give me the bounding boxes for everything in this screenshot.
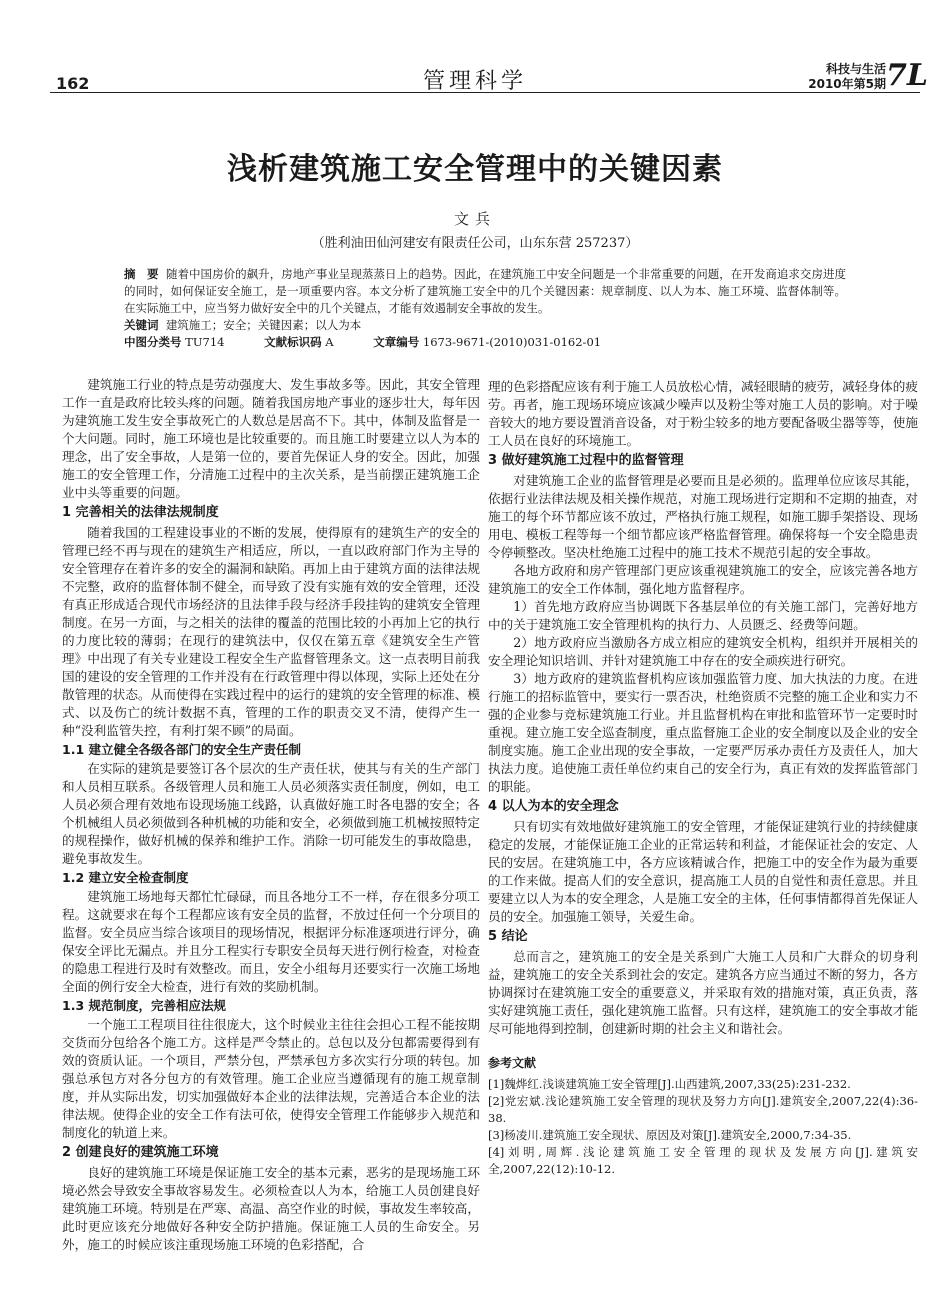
section-2-continued-paragraph: 理的色彩搭配应该有利于施工人员放松心情，减轻眼睛的疲劳，减轻身体的疲劳。再者，施工现场环境应该减少噪声以及粉尘等对施工人员的影响。对于噪音较大的地方要设置消音设备，对于粉尘较多的地方要配备吸尘器等等，使施工人员在良好的环境施工。 <box>488 379 918 448</box>
section-1-heading: 1 完善相关的法律法规制度 <box>62 505 219 520</box>
journal-logo-text: 7L <box>886 58 928 93</box>
section-5-paragraph: 总而言之，建筑施工的安全是关系到广大施工人员和广大群众的切身利益，建筑施工的安全关系到社会的安定。建筑各方应当通过不断的努力，各方协调探讨在建筑施工安全的重要意义，并采取有效的措施对策，真正负责，落实好建筑施工责任，强化建筑施工监督。只有这样，建筑施工的安全事故才能尽可能地得到控制，创建新时期的社会主义和谐社会。 <box>488 949 918 1036</box>
clc-value: TU714 <box>185 335 225 349</box>
header-rule <box>50 92 920 93</box>
section-3-heading: 3 做好建筑施工过程中的监督管理 <box>488 453 684 468</box>
journal-section-title: 管理科学 <box>422 69 527 94</box>
section-3-paragraph-1: 对建筑施工企业的监督管理是必要而且是必须的。监理单位应该尽其能，依据行业法律法规及相关操作规范，对施工现场进行定期和不定期的抽查，对施工的每个环节都应该不放过，严格执行施工规程，如施工脚手架搭设、现场用电、模板工程等每一个细节都应该严格监督管理。确保将每一个安全隐患责令停顿整改。坚决杜绝施工过程中的施工技术不规范引起的安全事故。 <box>488 473 918 560</box>
section-3-item-2: 2）地方政府应当激励各方成立相应的建筑安全机构，组织并开展相关的安全理论知识培训、并针对建筑施工中存在的安全顽疾进行研究。 <box>488 635 918 668</box>
article-no-value: 1673-9671-(2010)031-0162-01 <box>422 335 602 349</box>
section-1-2-heading: 1.2 建立安全检查制度 <box>62 870 189 885</box>
keywords-text: 建筑施工；安全；关键因素；以人为本 <box>165 318 362 332</box>
reference-item: [3]杨凌川.建筑施工安全现状、原因及对策[J].建筑安全,2000,7:34-35. <box>488 1128 852 1142</box>
reference-item: [1]魏烨红.浅谈建筑施工安全管理[J].山西建筑,2007,33(25):231-232. <box>488 1077 851 1091</box>
reference-item: [4]刘明,周辉.浅论建筑施工安全管理的现状及发展方向[J].建筑安全,2007,22(12):10-12. <box>488 1145 918 1176</box>
section-1-1-paragraph: 在实际的建筑是要签订各个层次的生产责任状，使其与有关的生产部门和人员相互联系。各级管理人员和施工人员必须落实责任制度，例如，电工人员必须合理有效地布设现场施工线路，认真做好施工时各电器的安全；各个机械组人员必须做到各种机械的功能和安全，必须做到施工机械按照特定的规程操作，做好机械的保养和维护工作。消除一切可能发生的事故隐患，避免事故发生。 <box>62 761 480 866</box>
left-column <box>62 376 480 1254</box>
affiliation: （胜利油田仙河建安有限责任公司，山东东营 257237） <box>311 236 639 251</box>
section-5-heading: 5 结论 <box>488 929 528 944</box>
page-number: 162 <box>56 74 90 93</box>
journal-issue: 2010年第5期 <box>808 77 886 91</box>
keywords-line <box>124 317 846 334</box>
journal-info <box>808 62 886 92</box>
right-column <box>488 378 918 1178</box>
section-3-paragraph-2: 各地方政府和房产管理部门更应该重视建筑施工的安全，应该完善各地方建筑施工的安全工作体制，强化地方监督程序。 <box>488 563 918 596</box>
section-1-paragraph: 随着我国的工程建设事业的不断的发展，使得原有的建筑生产的安全的管理已经不再与现在的建筑生产相适应，所以，一直以政府部门作为主导的安全管理存在着许多的安全的漏洞和缺陷。再加上由于建筑方面的法律法规不完整，政府的监督体制不健全，而导致了没有实施有效的安全管理，还没有真正形成适合现代市场经济的且法律手段与经济手段挂钩的建筑安全管理制度。在另一方面，与之相关的法律的覆盖的范围比较的小再加上它的执行的力度比较的薄弱；在现行的建筑法中，仅仅在第五章《建筑安全生产管理》中出现了有关专业建设工程安全生产监督管理条文。这一点表明目前我国的建设的安全管理的工作并没有在行政管理中得以体现，实际上还处在分散管理的状态。从而使得在实践过程中的运行的建筑的安全管理的标准、模式、以及伤亡的统计数据不真，管理的工作的职责交叉不清，使得产生一种“没利监管失控，有利打架不顾”的局面。 <box>62 525 480 738</box>
journal-name: 科技与生活 <box>825 62 886 76</box>
journal-logo <box>886 58 928 93</box>
doc-code-value: A <box>325 335 334 349</box>
intro-paragraph: 建筑施工行业的特点是劳动强度大、发生事故多等。因此，其安全管理工作一直是政府比较头疼的问题。随着我国房地产事业的逐步壮大，每年因为建筑施工发生安全事故死亡的人数总是居高不下。其中，体制及监督是一个大问题。同时，施工环境也是比较重要的。而且施工时要建立以人为本的理念，出了安全事故，人是第一位的，要首先保证人身的安全。因此，加强施工的安全管理工作，分清施工过程中的主次关系，是当前摆正建筑施工企业中头等重要的问题。 <box>62 377 480 500</box>
section-1-1-heading: 1.1 建立健全各级各部门的安全生产责任制 <box>62 742 301 757</box>
article-title: 浅析建筑施工安全管理中的关键因素 <box>227 152 723 187</box>
section-2-paragraph: 良好的建筑施工环境是保证施工安全的基本元素，恶劣的是现场施工环境必然会导致安全事故容易发生。必须检查以人为本，给施工人员创建良好建筑施工环境。特别是在严寒、高温、高空作业的时候，事故发生率较高，此时更应该充分地做好各种安全防护措施。保证施工人员的生命安全。另外，施工的时候应该注重现场施工环境的色彩搭配，合 <box>62 1165 480 1252</box>
abstract-paragraph <box>124 266 846 317</box>
author: 文兵 <box>453 210 496 228</box>
meta-line <box>124 334 846 351</box>
section-4-paragraph: 只有切实有效地做好建筑施工的安全管理，才能保证建筑行业的持续健康稳定的发展，才能保证施工企业的正常运转和利益，才能保证社会的安定、人民的安居。在建筑施工中，各方应该精诚合作，把施工中的安全作为最为重要的工作来做。提高人们的安全意识，提高施工人员的自觉性和责任意思。并且要建立以人为本的安全理念，人是施工安全的主体，任何事情都得首先保证人员的安全。加强施工领导，关爱生命。 <box>488 819 918 924</box>
section-3-item-3: 3）地方政府的建筑监督机构应该加强监管力度、加大执法的力度。在进行施工的招标监管中，要实行一票否决，杜绝资质不完整的施工企业和实力不强的企业参与竞标建筑施工行业。并且监督机构在审批和监管环节一定要时时重视。建立施工安全巡查制度，重点监督施工企业的安全制度以及企业的安全制度实施。施工企业出现的安全事故，一定要严厉承办责任方及责任人，加大执法力度。追使施工责任单位约束自己的安全行为，真正有效的发挥监管部门的职能。 <box>488 671 918 794</box>
clc-label: 中图分类号 <box>124 335 182 349</box>
abstract-text: 随着中国房价的飙升，房地产事业呈现蒸蒸日上的趋势。因此，在建筑施工中安全问题是一个非常重要的问题，在开发商追求交房进度的同时，如何保证安全施工，是一项重要内容。本文分析了建筑施工安全中的几个关键因素：规章制度、以人为本、施工环境、监督体制等。在实际施工中，应当努力做好安全中的几个关键点，才能有效遏制安全事故的发生。 <box>124 267 847 315</box>
section-1-3-heading: 1.3 规范制度，完善相应法规 <box>62 998 226 1013</box>
section-2-heading: 2 创建良好的建筑施工环境 <box>62 1145 219 1160</box>
doc-code-label: 文献标识码 <box>264 335 322 349</box>
section-1-2-paragraph: 建筑施工场地每天都忙忙碌碌，而且各地分工不一样，存在很多分项工程。这就要求在每个工程都应该有安全员的监督，不放过任何一个分项目的监督。安全员应当综合该项目的现场情况，根据评分标准逐项进行评分，确保安全评比无漏点。并且分工程实行专职安全员每天进行例行检查，对检查的隐患工程进行及时有效整改。而且，安全小组每月还要实行一次施工场地全面的例行安全大检查，进行有效的奖励机制。 <box>62 889 480 994</box>
abstract-block <box>124 266 846 351</box>
section-1-3-paragraph: 一个施工工程项目往往很庞大，这个时候业主往往会担心工程不能按期交货而分包给各个施工方。这样是严令禁止的。总包以及分包都需要得到有效的资质认证。一个项目，严禁分包，严禁承包方多次实行分项的转包。加强总承包方对各分包方的有效管理。施工企业应当遵循现有的施工规章制度，并从实际出发，切实加强做好本企业的法律法规，完善适合本企业的法律法规。使得企业的安全工作有法可依，使得安全管理工作能够步入规范和制度化的轨道上来。 <box>62 1017 480 1140</box>
section-3-item-1: 1）首先地方政府应当协调既下各基层单位的有关施工部门，完善好地方中的关于建筑施工安全管理机构的执行力、人员匮乏、经费等问题。 <box>488 599 918 632</box>
references-heading: 参考文献 <box>488 1056 537 1070</box>
keywords-label: 关键词 <box>124 318 159 332</box>
abstract-label: 摘 要 <box>124 267 159 281</box>
section-4-heading: 4 以人为本的安全理念 <box>488 799 619 814</box>
reference-item: [2]党宏斌.浅论建筑施工安全管理的现状及努力方向[J].建筑安全,2007,22(4):36-38. <box>488 1094 918 1125</box>
article-no-label: 文章编号 <box>373 335 420 349</box>
